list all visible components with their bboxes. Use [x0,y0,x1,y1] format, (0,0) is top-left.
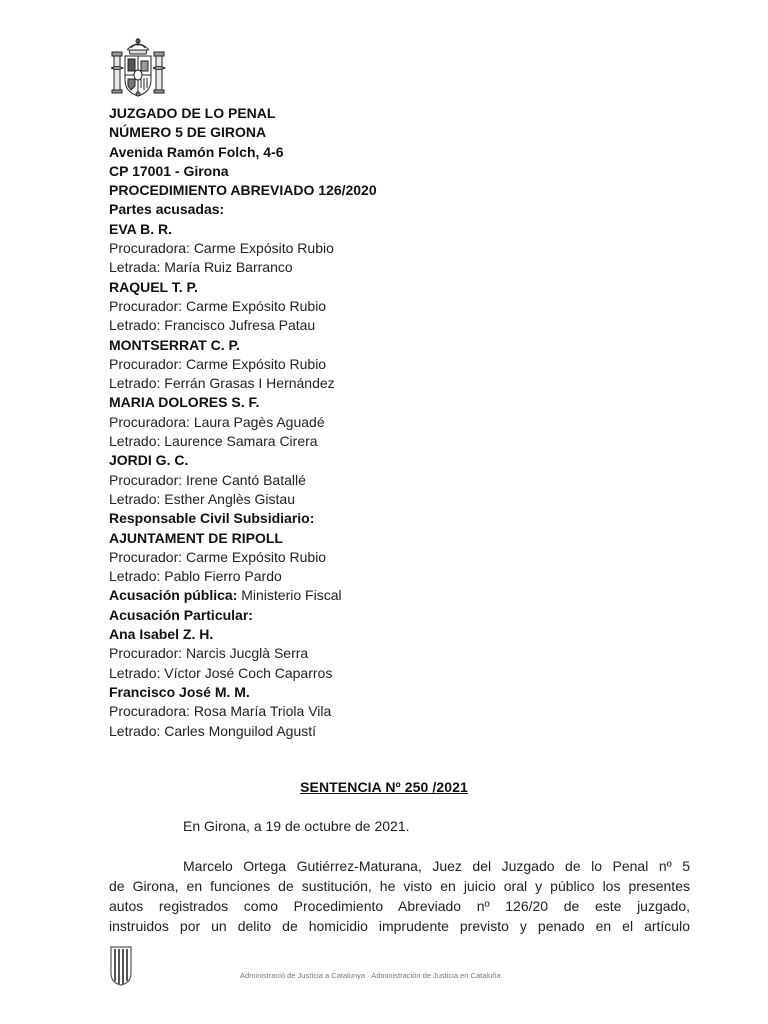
header-line-bold: MARIA DOLORES S. F. [109,394,260,411]
sentence-title: SENTENCIA Nº 250 /2021 [300,779,468,795]
header-line: Letrada: María Ruiz Barranco [109,259,293,276]
header-line-bold: Acusación Particular: [109,606,253,623]
header-line-bold: JORDI G. C. [109,452,189,469]
header-line: Letrado: Ferrán Grasas I Hernández [109,375,335,392]
header-line-bold: Ana Isabel Z. H. [109,626,214,643]
header-line-bold: MONTSERRAT C. P. [109,336,240,353]
header-line: Letrado: Pablo Fierro Pardo [109,568,282,585]
spain-coat-of-arms-icon [109,36,167,100]
header-line: Procurador: Narcis Jucglà Serra [109,645,309,662]
header-line-bold: Responsable Civil Subsidiario: [109,510,315,527]
header-line-bold: Francisco José M. M. [109,683,250,700]
sentence-paragraph [109,856,690,936]
header-line: Procurador: Carme Expósito Rubio [109,548,327,565]
header-line-bold: Avenida Ramón Folch, 4-6 [109,143,284,160]
header-line: Procuradora: Rosa María Triola Vila [109,703,332,720]
header-line: Procurador: Carme Expósito Rubio [109,355,327,372]
header-line-value: Ministerio Fiscal [237,587,342,604]
paragraph-line: de Girona, en funciones de sustitución, he visto en juicio oral y público los presentes [109,878,690,894]
header-line-bold: JUZGADO DE LO PENAL [109,105,276,121]
generalitat-catalunya-icon [109,945,133,987]
header-line: Procurador: Irene Cantó Batallé [109,471,306,488]
header-line: Letrado: Francisco Jufresa Patau [109,317,316,334]
header-line-bold: EVA B. R. [109,220,173,237]
case-header [109,104,709,741]
paragraph-line: instruidos por un delito de homicidio imprudente previsto y penado en el artículo [109,918,690,934]
header-line-bold: Partes acusadas: [109,201,225,218]
header-line: Letrado: Esther Anglès Gistau [109,490,295,507]
place-and-date: En Girona, a 19 de octubre de 2021. [183,818,410,834]
header-line-label: Acusación pública: [109,587,238,604]
header-line: Letrado: Víctor José Coch Caparros [109,664,333,681]
header-line-bold: CP 17001 - Girona [109,162,229,179]
header-line-bold: NÚMERO 5 DE GIRONA [109,124,267,141]
paragraph-line: autos registrados como Procedimiento Abreviado nº 126/20 de este juzgado, [109,898,690,914]
header-line: Procurador: Carme Expósito Rubio [109,297,327,314]
header-line: Letrado: Carles Monguilod Agustí [109,722,317,739]
footer-text: Administració de Justícia a Catalunya · Administración de Justicia en Cataluña [240,971,501,980]
header-line-bold: PROCEDIMIENTO ABREVIADO 126/2020 [109,182,377,199]
header-line [109,586,709,605]
header-line: Letrado: Laurence Samara Cirera [109,433,318,450]
header-line: Procuradora: Carme Expósito Rubio [109,240,334,257]
header-line-bold: RAQUEL T. P. [109,278,198,295]
paragraph-line: Marcelo Ortega Gutiérrez-Maturana, Juez del Juzgado de lo Penal nº 5 [183,858,690,874]
header-line: Procuradora: Laura Pagès Aguadé [109,413,325,430]
header-line-bold: AJUNTAMENT DE RIPOLL [109,529,283,546]
